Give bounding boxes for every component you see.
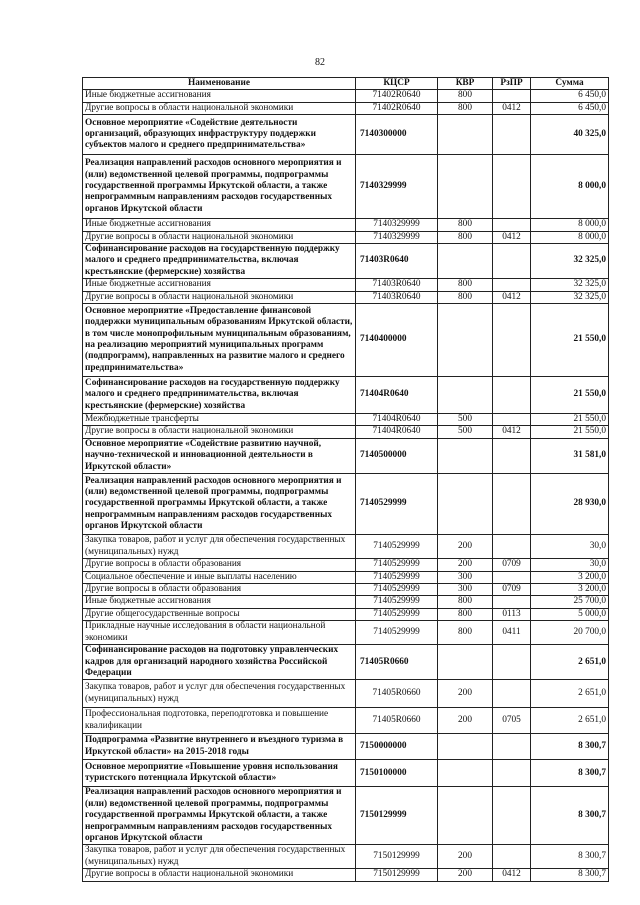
cell-kvr: 300 [438, 583, 493, 595]
cell-sum: 3 200,0 [531, 583, 609, 595]
cell-kvr: 800 [438, 279, 493, 291]
cell-sum: 32 325,0 [531, 291, 609, 303]
cell-kvr [438, 734, 493, 760]
table-row [83, 869, 609, 881]
cell-rzpr [493, 680, 531, 708]
cell-kcsr: 7140329999 [356, 231, 438, 243]
cell-sum: 32 325,0 [531, 279, 609, 291]
cell-sum: 8 300,7 [531, 760, 609, 787]
table-row [83, 377, 609, 414]
cell-name: Иные бюджетные ассигнования [83, 219, 356, 231]
cell-kcsr: 7150129999 [356, 869, 438, 881]
cell-kcsr: 7150000000 [356, 734, 438, 760]
cell-rzpr [493, 596, 531, 608]
cell-kvr: 800 [438, 231, 493, 243]
cell-kcsr: 71405R0660 [356, 645, 438, 680]
cell-kcsr: 7140500000 [356, 438, 438, 473]
cell-rzpr [493, 645, 531, 680]
cell-rzpr: 0412 [493, 231, 531, 243]
cell-kcsr: 7140329999 [356, 155, 438, 219]
cell-sum: 40 325,0 [531, 115, 609, 155]
cell-sum: 21 550,0 [531, 304, 609, 377]
cell-kvr: 200 [438, 845, 493, 869]
cell-kcsr: 71404R0640 [356, 377, 438, 414]
cell-kcsr: 7140300000 [356, 115, 438, 155]
cell-kcsr: 7140529999 [356, 535, 438, 559]
cell-rzpr [493, 734, 531, 760]
cell-name: Закупка товаров, работ и услуг для обеспечения государственных (муниципальных) нужд [83, 845, 356, 869]
cell-sum: 8 000,0 [531, 219, 609, 231]
table-row [83, 90, 609, 102]
cell-rzpr [493, 155, 531, 219]
cell-sum: 20 700,0 [531, 621, 609, 645]
cell-kcsr: 71403R0640 [356, 244, 438, 279]
table-row [83, 244, 609, 279]
cell-kvr: 800 [438, 219, 493, 231]
cell-kcsr: 7140329999 [356, 219, 438, 231]
page-number: 82 [315, 57, 325, 68]
cell-rzpr: 0412 [493, 869, 531, 881]
cell-rzpr [493, 244, 531, 279]
cell-sum: 5 000,0 [531, 608, 609, 620]
cell-name: Реализация направлений расходов основного мероприятия и (или) ведомственной целевой программы, подпрограммы государственной программы Иркутской области, а также непрограммным направлениям расходов государственных органов Иркутской области [83, 474, 356, 535]
cell-rzpr [493, 438, 531, 473]
cell-rzpr: 0709 [493, 583, 531, 595]
cell-sum: 8 300,7 [531, 845, 609, 869]
cell-kvr: 300 [438, 571, 493, 583]
header-kvr: КВР [438, 78, 493, 90]
table-row [83, 102, 609, 114]
cell-rzpr [493, 279, 531, 291]
cell-name: Основное мероприятие «Повышение уровня использования туристского потенциала Иркутской области» [83, 760, 356, 787]
cell-kvr: 800 [438, 90, 493, 102]
cell-sum: 21 550,0 [531, 377, 609, 414]
cell-kvr: 200 [438, 559, 493, 571]
cell-rzpr: 0412 [493, 291, 531, 303]
cell-kcsr: 71402R0640 [356, 102, 438, 114]
cell-kcsr: 71405R0660 [356, 680, 438, 708]
cell-sum: 30,0 [531, 559, 609, 571]
cell-kcsr: 7140529999 [356, 474, 438, 535]
cell-rzpr: 0113 [493, 608, 531, 620]
table-row [83, 426, 609, 438]
cell-name: Иные бюджетные ассигнования [83, 279, 356, 291]
cell-rzpr: 0412 [493, 426, 531, 438]
cell-name: Межбюджетные трансферты [83, 414, 356, 426]
cell-name: Другие вопросы в области образования [83, 559, 356, 571]
cell-kvr: 800 [438, 596, 493, 608]
cell-kcsr: 7140529999 [356, 583, 438, 595]
table-row [83, 608, 609, 620]
cell-name: Другие вопросы в области национальной экономики [83, 426, 356, 438]
cell-sum: 31 581,0 [531, 438, 609, 473]
table-row [83, 414, 609, 426]
cell-kcsr: 7140529999 [356, 571, 438, 583]
table-row [83, 571, 609, 583]
header-kcsr: КЦСР [356, 78, 438, 90]
cell-rzpr: 0411 [493, 621, 531, 645]
cell-name: Основное мероприятие «Предоставление финансовой поддержки муниципальным образованиям Иркутской области, в том числе монопрофильным муниципальным образованиям, на реализацию мероприятий муниципальных программ (подпрограмм), направленных на развитие малого и среднего предпринимательства» [83, 304, 356, 377]
cell-name: Основное мероприятие «Содействие развитию научной, научно-технической и инновационной деятельности в Иркутской области» [83, 438, 356, 473]
table-row [83, 535, 609, 559]
cell-sum: 6 450,0 [531, 90, 609, 102]
cell-rzpr [493, 377, 531, 414]
cell-kvr [438, 244, 493, 279]
cell-sum: 30,0 [531, 535, 609, 559]
cell-sum: 2 651,0 [531, 708, 609, 734]
cell-rzpr [493, 90, 531, 102]
cell-kcsr: 71405R0660 [356, 708, 438, 734]
cell-name: Другие общегосударственные вопросы [83, 608, 356, 620]
cell-kvr [438, 474, 493, 535]
table-row [83, 231, 609, 243]
cell-kvr: 800 [438, 608, 493, 620]
cell-sum: 21 550,0 [531, 414, 609, 426]
cell-kcsr: 7150100000 [356, 760, 438, 787]
cell-rzpr [493, 760, 531, 787]
cell-rzpr [493, 304, 531, 377]
table-row [83, 279, 609, 291]
cell-rzpr [493, 535, 531, 559]
cell-kvr [438, 377, 493, 414]
cell-kvr: 800 [438, 621, 493, 645]
cell-kcsr: 71404R0640 [356, 426, 438, 438]
cell-name: Другие вопросы в области национальной экономики [83, 869, 356, 881]
cell-name: Основное мероприятие «Содействие деятельности организаций, образующих инфраструктуру поддержки субъектов малого и среднего предпринимательства» [83, 115, 356, 155]
cell-name: Социальное обеспечение и иные выплаты населению [83, 571, 356, 583]
cell-rzpr: 0705 [493, 708, 531, 734]
cell-sum: 8 000,0 [531, 231, 609, 243]
cell-kvr [438, 115, 493, 155]
table-header-row [83, 78, 609, 90]
cell-name: Другие вопросы в области образования [83, 583, 356, 595]
cell-kvr [438, 304, 493, 377]
cell-rzpr [493, 571, 531, 583]
cell-name: Иные бюджетные ассигнования [83, 596, 356, 608]
cell-name: Софинансирование расходов на государственную поддержку малого и среднего предпринимательства, включая крестьянские (фермерские) хозяйства [83, 244, 356, 279]
budget-table [82, 77, 609, 882]
cell-rzpr [493, 219, 531, 231]
cell-kcsr: 7150129999 [356, 845, 438, 869]
table-row [83, 438, 609, 473]
table-row [83, 787, 609, 845]
cell-sum: 2 651,0 [531, 680, 609, 708]
cell-kvr [438, 155, 493, 219]
cell-kcsr: 71404R0640 [356, 414, 438, 426]
table-row [83, 845, 609, 869]
cell-name: Реализация направлений расходов основного мероприятия и (или) ведомственной целевой программы, подпрограммы государственной программы Иркутской области, а также непрограммным направлениям расходов государственных органов Иркутской области [83, 787, 356, 845]
cell-kvr: 200 [438, 869, 493, 881]
cell-rzpr: 0412 [493, 102, 531, 114]
cell-name: Закупка товаров, работ и услуг для обеспечения государственных (муниципальных) нужд [83, 680, 356, 708]
cell-sum: 28 930,0 [531, 474, 609, 535]
cell-rzpr [493, 845, 531, 869]
table-body [83, 90, 609, 881]
cell-kvr: 500 [438, 426, 493, 438]
table-row [83, 645, 609, 680]
cell-kvr: 500 [438, 414, 493, 426]
table-row [83, 559, 609, 571]
table-row [83, 734, 609, 760]
cell-sum: 8 000,0 [531, 155, 609, 219]
cell-kcsr: 7140400000 [356, 304, 438, 377]
cell-kcsr: 7140529999 [356, 621, 438, 645]
cell-sum: 3 200,0 [531, 571, 609, 583]
cell-sum: 6 450,0 [531, 102, 609, 114]
cell-sum: 2 651,0 [531, 645, 609, 680]
cell-kcsr: 7140529999 [356, 559, 438, 571]
cell-sum: 32 325,0 [531, 244, 609, 279]
cell-kvr [438, 438, 493, 473]
cell-sum: 8 300,7 [531, 734, 609, 760]
cell-name: Софинансирование расходов на подготовку управленческих кадров для организаций народного хозяйства Российской Федерации [83, 645, 356, 680]
cell-kcsr: 71403R0640 [356, 291, 438, 303]
cell-rzpr [493, 787, 531, 845]
cell-kvr: 800 [438, 102, 493, 114]
cell-name: Реализация направлений расходов основного мероприятия и (или) ведомственной целевой программы, подпрограммы государственной программы Иркутской области, а также непрограммным направлениям расходов государственных органов Иркутской области [83, 155, 356, 219]
table-row [83, 680, 609, 708]
cell-sum: 8 300,7 [531, 787, 609, 845]
cell-kcsr: 7150129999 [356, 787, 438, 845]
cell-rzpr [493, 414, 531, 426]
cell-name: Другие вопросы в области национальной экономики [83, 231, 356, 243]
cell-name: Профессиональная подготовка, переподготовка и повышение квалификации [83, 708, 356, 734]
table-row [83, 583, 609, 595]
cell-kvr [438, 787, 493, 845]
cell-name: Прикладные научные исследования в области национальной экономики [83, 621, 356, 645]
cell-kcsr: 71402R0640 [356, 90, 438, 102]
cell-name: Другие вопросы в области национальной экономики [83, 102, 356, 114]
cell-rzpr [493, 115, 531, 155]
cell-name: Другие вопросы в области национальной экономики [83, 291, 356, 303]
table-row [83, 304, 609, 377]
cell-kvr [438, 645, 493, 680]
cell-sum: 21 550,0 [531, 426, 609, 438]
cell-kvr: 800 [438, 291, 493, 303]
table-row [83, 219, 609, 231]
table-row [83, 596, 609, 608]
cell-kvr [438, 760, 493, 787]
cell-kcsr: 71403R0640 [356, 279, 438, 291]
table-row [83, 708, 609, 734]
cell-rzpr: 0709 [493, 559, 531, 571]
cell-sum: 8 300,7 [531, 869, 609, 881]
table-row [83, 155, 609, 219]
header-rzpr: РзПР [493, 78, 531, 90]
cell-kvr: 200 [438, 535, 493, 559]
cell-name: Закупка товаров, работ и услуг для обеспечения государственных (муниципальных) нужд [83, 535, 356, 559]
table-row [83, 474, 609, 535]
cell-name: Подпрограмма «Развитие внутреннего и въездного туризма в Иркутской области» на 2015-2018 годы [83, 734, 356, 760]
cell-kvr: 200 [438, 708, 493, 734]
header-sum: Сумма [531, 78, 609, 90]
cell-name: Иные бюджетные ассигнования [83, 90, 356, 102]
cell-sum: 25 700,0 [531, 596, 609, 608]
cell-kcsr: 7140529999 [356, 596, 438, 608]
cell-kcsr: 7140529999 [356, 608, 438, 620]
header-name: Наименование [83, 78, 356, 90]
table-row [83, 621, 609, 645]
cell-name: Софинансирование расходов на государственную поддержку малого и среднего предпринимательства, включая крестьянские (фермерские) хозяйства [83, 377, 356, 414]
table-row [83, 291, 609, 303]
cell-kvr: 200 [438, 680, 493, 708]
table-row [83, 760, 609, 787]
table-row [83, 115, 609, 155]
cell-rzpr [493, 474, 531, 535]
